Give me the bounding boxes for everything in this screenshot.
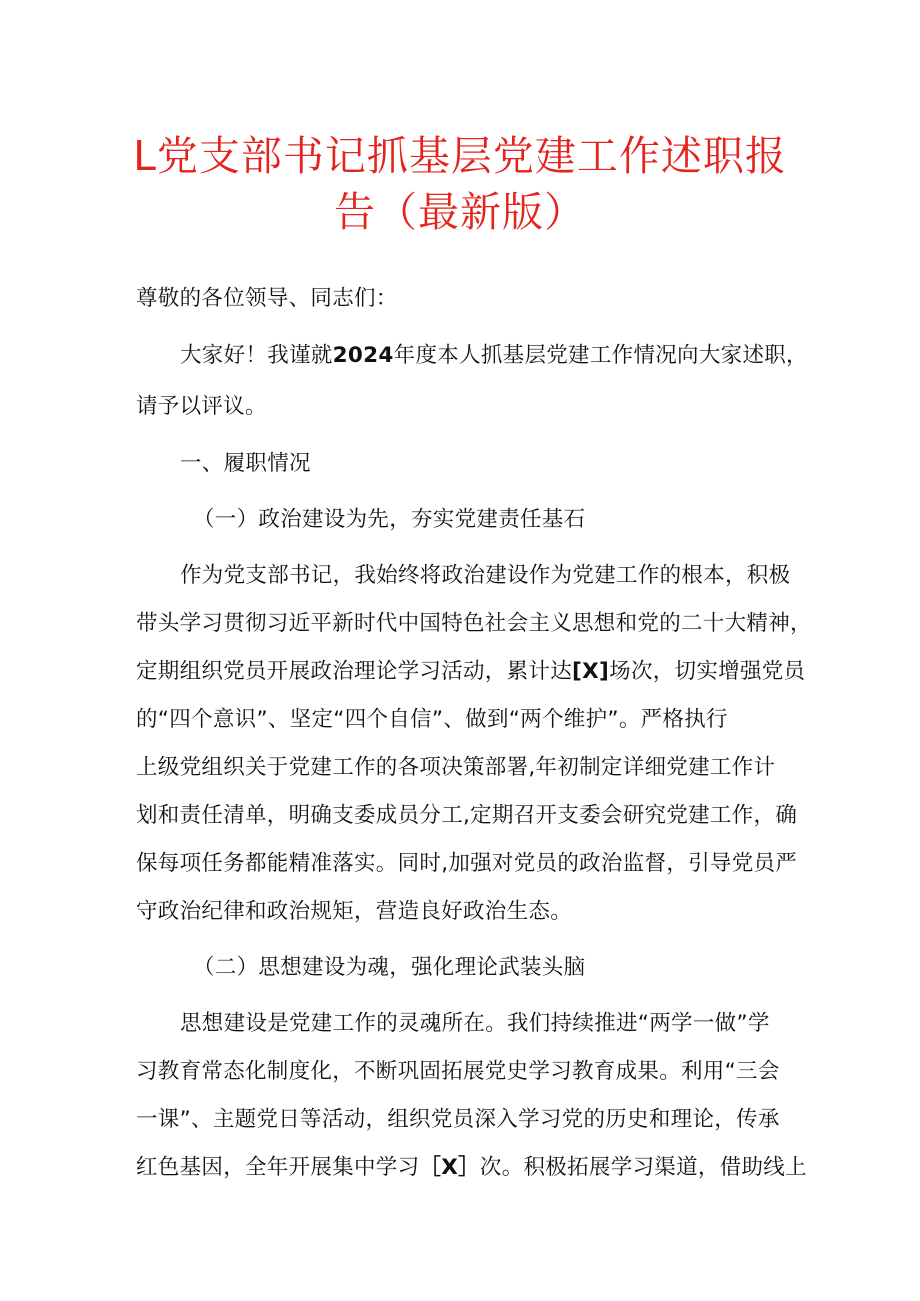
document-title-line-1: L党支部书记抓基层党建工作述职报 <box>133 132 787 180</box>
para1-line-7: 保每项任务都能精准落实。同时,加强对党员的政治监督，引导党员严 <box>136 851 798 876</box>
para2-line-4-text-a: 红色基因，全年开展集中学习 <box>136 1155 420 1180</box>
para1-line-3-text-b: 场次，切实增强党员 <box>609 659 806 684</box>
section-1-heading: 一、履职情况 <box>180 451 311 476</box>
para1-line-1: 作为党支部书记，我始终将政治建设作为党建工作的根本，积极 <box>180 563 791 588</box>
para2-line-4 <box>136 1157 807 1179</box>
para1-line-2: 带头学习贯彻习近平新时代中国特色社会主义思想和党的二十大精神， <box>136 611 812 636</box>
para2-line-4-text-b: 次。积极拓展学习渠道，借助线上 <box>479 1155 807 1180</box>
document-title-line-2: 告（最新版） <box>334 188 586 236</box>
para2-line-3: 一课”、主题党日等活动，组织党员深入学习党的历史和理论，传承 <box>136 1107 780 1132</box>
subsection-1-heading: （一）政治建设为先，夯实党建责任基石 <box>193 507 586 532</box>
para1-line-3 <box>136 661 805 683</box>
placeholder-x: [X] <box>572 659 610 684</box>
intro-text-b: 年度本人抓基层党建工作情况向大家述职， <box>393 343 808 368</box>
intro-line-1 <box>180 345 808 367</box>
para1-line-4: 的“四个意识”、坚定“四个自信”、做到“两个维护”。严格执行 <box>136 707 728 732</box>
intro-year: 2024 <box>332 343 394 368</box>
intro-line-2: 请予以评议。 <box>136 394 267 419</box>
placeholder-x: ［X］ <box>419 1155 480 1180</box>
para1-line-3-text-a: 定期组织党员开展政治理论学习活动，累计达 <box>136 659 573 684</box>
para1-line-8: 守政治纪律和政治规矩，营造良好政治生态。 <box>136 899 573 924</box>
intro-text-a: 大家好！我谨就 <box>180 343 333 368</box>
para1-line-6: 划和责任清单，明确支委成员分工,定期召开支委会研究党建工作，确 <box>136 803 798 828</box>
para2-line-1: 思想建设是党建工作的灵魂所在。我们持续推进“两学一做”学 <box>180 1011 770 1036</box>
para2-line-2: 习教育常态化制度化，不断巩固拓展党史学习教育成果。利用“三会 <box>136 1059 780 1084</box>
subsection-2-heading: （二）思想建设为魂，强化理论武装头脑 <box>193 955 586 980</box>
salutation: 尊敬的各位领导、同志们： <box>136 286 398 311</box>
para1-line-5: 上级党组织关于党建工作的各项决策部署,年初制定详细党建工作计 <box>136 755 776 780</box>
